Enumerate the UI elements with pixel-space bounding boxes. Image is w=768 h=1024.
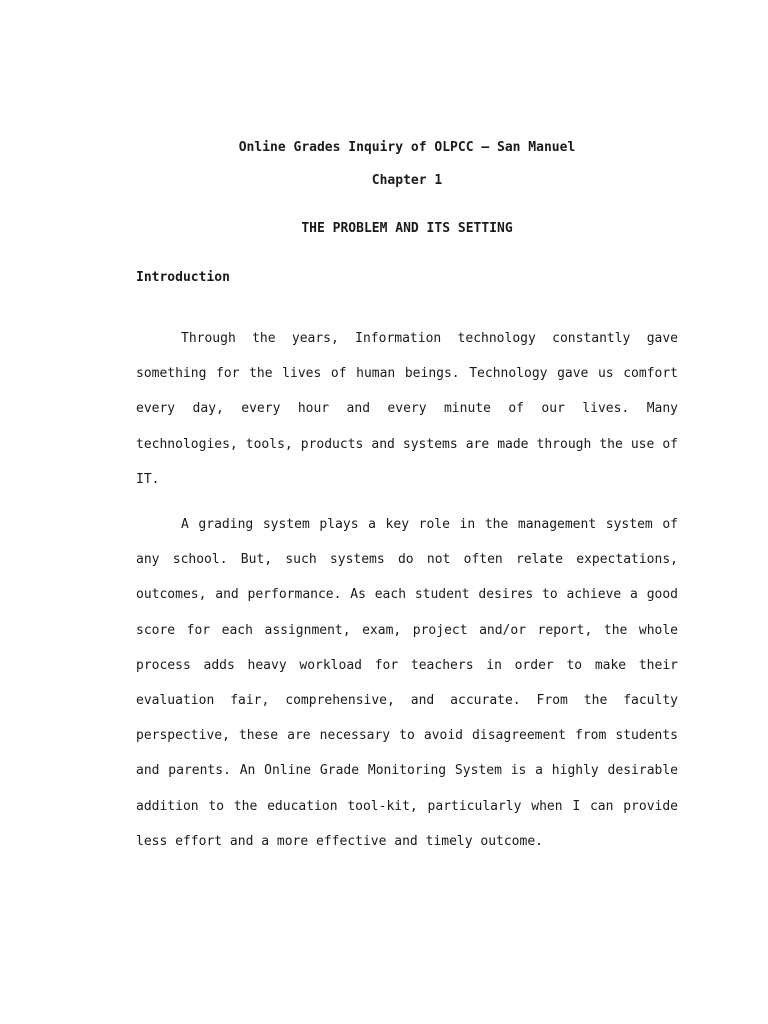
document-header-title: Online Grades Inquiry of OLPCC – San Manuel: [238, 140, 576, 155]
paragraph: Through the years, Information technology constantly gave something for the lives of human beings. Technology gave us comfort every day, every hour and every minute of our lives. Many technologies, tools, products and systems are made through the use of IT.: [136, 331, 678, 487]
paragraph: A grading system plays a key role in the management system of any school. But, such systems do not often relate expectations, outcomes, and performance. As each student desires to achieve a good score for each assignment, exam, project and/or report, the whole process adds heavy workload for teachers in order to make their evaluation fair, comprehensive, and accurate. From the faculty perspective, these are necessary to avoid disagreement from students and parents. An Online Grade Monitoring System is a highly desirable addition to the education tool-kit, particularly when I can provide less effort and a more effective and timely outcome.: [136, 517, 678, 849]
chapter-label: Chapter 1: [371, 173, 443, 188]
chapter-title: THE PROBLEM AND ITS SETTING: [301, 221, 513, 236]
section-heading: Introduction: [136, 270, 230, 285]
